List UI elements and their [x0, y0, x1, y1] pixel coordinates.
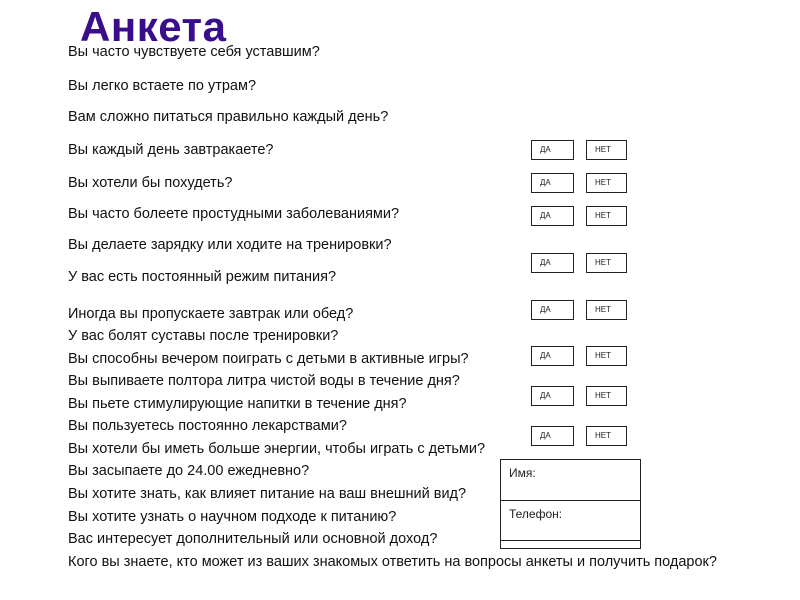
name-field[interactable]	[501, 460, 640, 501]
contact-box	[500, 459, 641, 549]
question-3: Вам сложно питаться правильно каждый день?	[68, 109, 389, 125]
question-20: Кого вы знаете, кто может из ваших знакомых ответить на вопросы анкеты и получить подарок?	[68, 554, 717, 570]
question-6: Вы часто болеете простудными заболеваниями?	[68, 206, 400, 222]
divider	[501, 540, 640, 541]
answer-no-box[interactable]: НЕТ	[586, 173, 627, 193]
question-10: У вас болят суставы после тренировки?	[68, 328, 339, 344]
question-16: Вы засыпаете до 24.00 ежедневно?	[68, 463, 310, 479]
answer-no-box[interactable]: НЕТ	[586, 386, 627, 406]
phone-field[interactable]	[501, 501, 640, 540]
question-5: Вы хотели бы похудеть?	[68, 175, 233, 191]
answer-yes-box[interactable]: ДА	[531, 346, 574, 366]
name-label: Имя:	[509, 466, 536, 480]
answer-yes-box[interactable]: ДА	[531, 253, 574, 273]
question-17: Вы хотите знать, как влияет питание на ваш внешний вид?	[68, 486, 467, 502]
question-12: Вы выпиваете полтора литра чистой воды в течение дня?	[68, 373, 460, 389]
question-2: Вы легко встаете по утрам?	[68, 78, 257, 94]
question-9: Иногда вы пропускаете завтрак или обед?	[68, 306, 354, 322]
page-title: Анкета	[80, 3, 227, 50]
answer-yes-box[interactable]: ДА	[531, 173, 574, 193]
answer-no-box[interactable]: НЕТ	[586, 253, 627, 273]
question-19: Вас интересует дополнительный или основной доход?	[68, 531, 438, 547]
phone-label: Телефон:	[509, 507, 563, 521]
question-7: Вы делаете зарядку или ходите на тренировки?	[68, 237, 392, 253]
question-15: Вы хотели бы иметь больше энергии, чтобы играть с детьми?	[68, 441, 486, 457]
question-13: Вы пьете стимулирующие напитки в течение дня?	[68, 396, 407, 412]
question-8: У вас есть постоянный режим питания?	[68, 269, 337, 285]
answer-yes-box[interactable]: ДА	[531, 206, 574, 226]
answer-no-box[interactable]: НЕТ	[586, 300, 627, 320]
answer-yes-box[interactable]: ДА	[531, 140, 574, 160]
question-14: Вы пользуетесь постоянно лекарствами?	[68, 418, 347, 434]
answer-yes-box[interactable]: ДА	[531, 426, 574, 446]
question-11: Вы способны вечером поиграть с детьми в активные игры?	[68, 351, 469, 367]
question-4: Вы каждый день завтракаете?	[68, 142, 274, 158]
answer-yes-box[interactable]: ДА	[531, 300, 574, 320]
answer-yes-box[interactable]: ДА	[531, 386, 574, 406]
answer-no-box[interactable]: НЕТ	[586, 426, 627, 446]
answer-no-box[interactable]: НЕТ	[586, 206, 627, 226]
answer-no-box[interactable]: НЕТ	[586, 346, 627, 366]
answer-no-box[interactable]: НЕТ	[586, 140, 627, 160]
question-1: Вы часто чувствуете себя уставшим?	[68, 44, 320, 60]
question-18: Вы хотите узнать о научном подходе к питанию?	[68, 509, 397, 525]
